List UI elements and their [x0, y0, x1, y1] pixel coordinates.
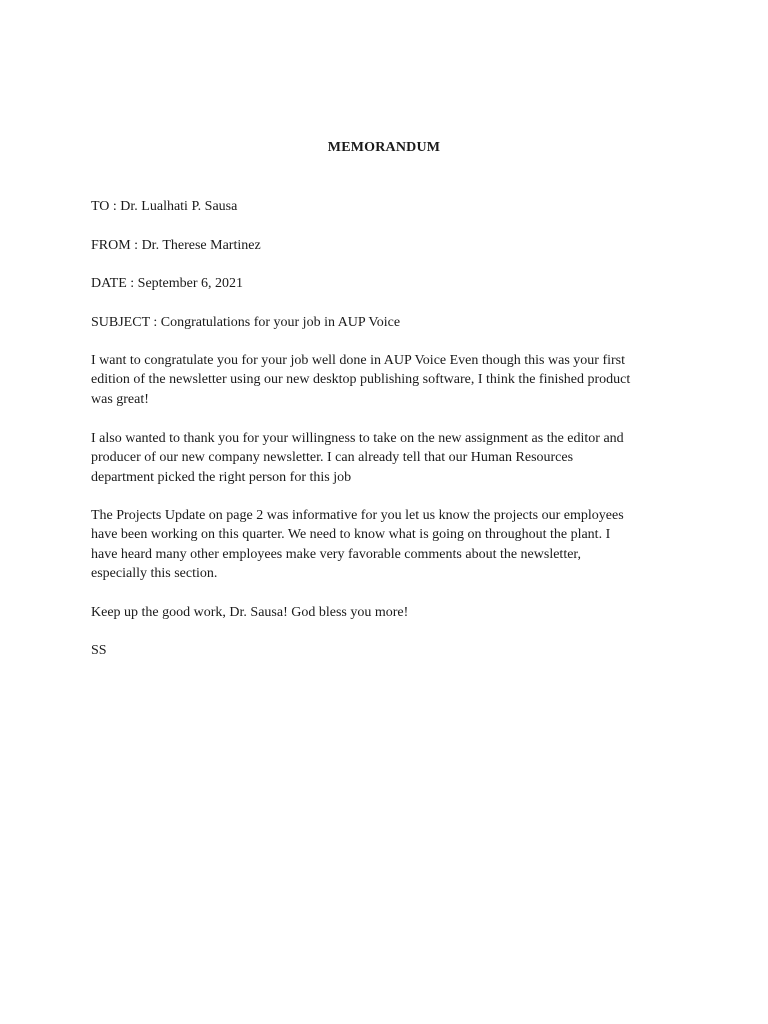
paragraph-line: edition of the newsletter using our new desktop publishing software, I think the finished product — [91, 372, 631, 388]
memo-subject: SUBJECT : Congratulations for your job in AUP Voice — [91, 315, 401, 330]
memo-from: FROM : Dr. Therese Martinez — [91, 238, 261, 253]
memo-to: TO : Dr. Lualhati P. Sausa — [91, 199, 238, 214]
paragraph-line: producer of our new company newsletter. I can already tell that our Human Resources — [91, 450, 574, 466]
paragraph-line: The Projects Update on page 2 was informative for you let us know the projects our employees — [91, 508, 624, 523]
memo-date: DATE : September 6, 2021 — [91, 276, 244, 291]
memo-title: MEMORANDUM — [327, 140, 441, 155]
memo-initials: SS — [91, 643, 107, 658]
paragraph-line: I also wanted to thank you for your willingness to take on the new assignment as the editor and — [91, 431, 624, 446]
paragraph-line: department picked the right person for this job — [91, 469, 352, 485]
paragraph-line: was great! — [91, 391, 149, 407]
paragraph-line: have heard many other employees make very favorable comments about the newsletter, — [91, 546, 582, 562]
paragraph-line: have been working on this quarter. We need to know what is going on throughout the plant. I — [91, 527, 611, 543]
memo-paragraph-3 — [91, 506, 691, 583]
paragraph-line: especially this section. — [91, 565, 218, 581]
paragraph-line: I want to congratulate you for your job well done in AUP Voice Even though this was your first — [91, 353, 625, 368]
memo-paragraph-2 — [91, 429, 691, 487]
memo-closing: Keep up the good work, Dr. Sausa! God bless you more! — [91, 605, 409, 620]
memo-paragraph-1 — [91, 351, 691, 409]
